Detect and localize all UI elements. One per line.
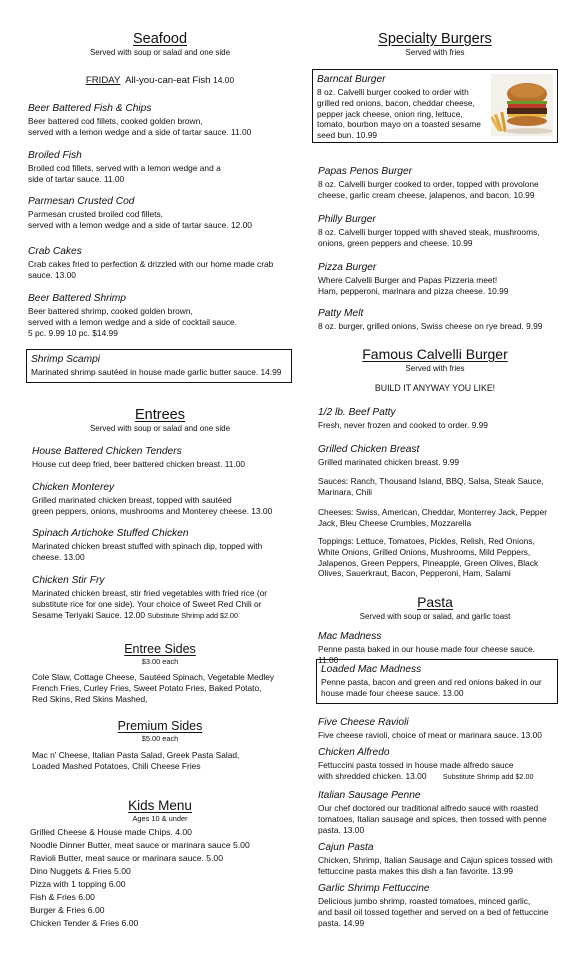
item-desc (318, 760, 556, 782)
seafood-subtitle: Served with soup or salad and one side (89, 48, 231, 57)
kids-item: Grilled Cheese & House made Chips. 4.00 (30, 827, 192, 837)
seafood-item (28, 245, 292, 281)
item-desc: Marinated chicken breast stuffed with spinach dip, topped with cheese. 13.00 (32, 541, 263, 562)
burger-item (318, 261, 556, 297)
friday-special (28, 75, 292, 87)
item-desc: Broiled cod fillets, served with a lemon wedge and a side of tartar sauce. 11.00 (28, 163, 221, 184)
kids-item: Fish & Fries 6.00 (30, 892, 95, 902)
item-desc-text: Marinated chicken breast, stir fried vegetables with fried rice (or substitute rice for one side). Your choice of Sweet Red Chili or Sesame Teriyaki Sauce. 12.00 (32, 588, 268, 620)
item-name: Garlic Shrimp Fettuccine (318, 883, 430, 894)
premium-sides-title: Premium Sides (117, 719, 203, 733)
loaded-mac-box (316, 659, 558, 704)
item-desc: Grilled marinated chicken breast, topped with sautéed green peppers, onions, mushrooms and Monterey cheese. 13.00 (32, 495, 273, 516)
pasta-item (318, 841, 556, 877)
item-desc: Crab cakes fried to perfection & drizzled with our home made crab sauce. 13.00 (28, 259, 274, 280)
pasta-item (318, 746, 556, 782)
item-name: Mac Madness (318, 631, 382, 642)
item-name: Chicken Monterey (32, 482, 115, 493)
substitute-note: Substitute Shrimp add $2.00 (442, 771, 534, 781)
item-name: Shrimp Scampi (31, 354, 101, 365)
barncat-burger-box (312, 69, 558, 143)
shrimp-scampi-box (26, 349, 292, 383)
item-desc: Beer battered cod fillets, cooked golden brown, served with a lemon wedge and a side of tartar sauce. 11.00 (28, 116, 252, 137)
pasta-item (318, 882, 556, 928)
entree-sides-price: $3.00 each (141, 657, 179, 666)
burger-item (318, 307, 556, 332)
famous-burger-title: Famous Calvelli Burger (362, 346, 508, 362)
build-tagline: BUILD IT ANYWAY YOU LIKE! (374, 383, 496, 393)
item-desc: 8 oz. Calvelli burger topped with shaved steak, mushrooms, onions, green peppers and cheese. 10.99 (318, 227, 540, 248)
pasta-item (318, 789, 556, 835)
premium-sides-list: Mac n' Cheese, Italian Pasta Salad, Greek Pasta Salad, Loaded Mashed Potatoes, Chili Cheese Fries (32, 750, 240, 771)
entrees-title: Entrees (135, 407, 185, 423)
item-desc: Five cheese ravioli, choice of meat or marinara sauce. 13.00 (318, 730, 542, 741)
item-desc: Our chef doctored our traditional alfredo sauce with roasted tomatoes, Italian sausage and spices, then tossed with penne pasta. 13.00 (318, 803, 547, 835)
item-desc: Fresh, never frozen and cooked to order. 9.99 (318, 420, 488, 431)
item-name: Chicken Alfredo (318, 747, 390, 758)
substitute-note: Substitute Shrimp add $2.00 (147, 610, 239, 620)
item-name: Spinach Artichoke Stuffed Chicken (32, 528, 189, 539)
entree-item (32, 481, 292, 517)
item-name: House Battered Chicken Tenders (32, 446, 182, 457)
sauces-list: Sauces: Ranch, Thousand Island, BBQ, Salsa, Steak Sauce, Marinara, Chili (318, 476, 544, 497)
kids-title: Kids Menu (128, 798, 192, 813)
seafood-item (28, 195, 292, 231)
item-name: Barncat Burger (317, 74, 386, 85)
entree-item (32, 574, 292, 620)
item-desc: Chicken, Shrimp, Italian Sausage and Cajun spices tossed with fettuccine pasta makes this dish a fan favorite. 13.99 (318, 855, 553, 876)
seafood-item (28, 149, 292, 185)
item-name: Pizza Burger (318, 262, 377, 273)
item-name: Loaded Mac Madness (321, 664, 422, 675)
item-desc: 8 oz. burger, grilled onions, Swiss cheese on rye bread. 9.99 (318, 321, 543, 332)
seafood-item (28, 292, 292, 338)
famous-burger-subtitle: Served with fries (405, 364, 465, 373)
friday-price: 14.00 (213, 75, 235, 85)
item-name: Philly Burger (318, 214, 376, 225)
kids-item: Dino Nuggets & Fries 5.00 (30, 866, 131, 876)
kids-item: Burger & Fries 6.00 (30, 905, 105, 915)
item-desc: Marinated shrimp sautéed in house made garlic butter sauce. 14.99 (31, 367, 282, 378)
item-name: Crab Cakes (28, 246, 82, 257)
kids-item: Chicken Tender & Fries 6.00 (30, 918, 139, 928)
entrees-subtitle: Served with soup or salad and one side (89, 424, 231, 433)
toppings-list: Toppings: Lettuce, Tomatoes, Pickles, Relish, Red Onions, White Onions, Grilled Onions, Mushrooms, Mild Peppers, Jalapenos, Green Peppers, Pineapple, Green Olives, Black Olives, Sauerkraut, Bacon, Pepperoni, Ham, Salami (318, 536, 539, 579)
item-desc: Beer battered shrimp, cooked golden brown, served with a lemon wedge and a side of cocktail sauce. 5 pc. 9.99 10 pc. $14.99 (28, 306, 238, 338)
item-name: Cajun Pasta (318, 842, 374, 853)
burger-item (318, 165, 556, 201)
item-name: Grilled Chicken Breast (318, 444, 420, 455)
pasta-subtitle: Served with soup or salad, and garlic toast (359, 612, 511, 621)
item-desc (32, 588, 292, 620)
item-desc: 8 oz. Calvelli burger cooked to order, topped with provolone cheese, garlic cream cheese, jalapenos, and bacon. 10.99 (318, 179, 539, 200)
entree-sides-list: Cole Slaw, Cottage Cheese, Sautéed Spinach, Vegetable Medley French Fries, Curley Fries, Sweet Potato Fries, Baked Potato, Red Skins, Red Skins Mashed, (32, 672, 275, 704)
entree-sides-title: Entree Sides (124, 642, 196, 656)
burger-item (318, 213, 556, 249)
item-name: 1/2 lb. Beef Patty (318, 407, 396, 418)
item-name: Parmesan Crusted Cod (28, 196, 135, 207)
item-desc: Parmesan crusted broiled cod fillets, served with a lemon wedge and a side of tartar sauce. 12.00 (28, 209, 252, 230)
item-desc: Grilled marinated chicken breast. 9.99 (318, 457, 460, 468)
item-desc: Penne pasta baked in our house made four cheese sauce. 11.00 (318, 644, 535, 665)
kids-item: Noodle Dinner Butter, meat sauce or marinara sauce 5.00 (30, 840, 250, 850)
kids-item: Pizza with 1 topping 6.00 (30, 879, 126, 889)
cheeses-list: Cheeses: Swiss, American, Cheddar, Monterrey Jack, Pepper Jack, Bleu Cheese Crumbles, Mozzarella (318, 507, 548, 528)
kids-item: Ravioli Butter, meat sauce or marinara sauce. 5.00 (30, 853, 223, 863)
item-name: Chicken Stir Fry (32, 575, 105, 586)
item-name: Beer Battered Fish & Chips (28, 103, 152, 114)
burgers-subtitle: Served with fries (405, 48, 465, 57)
item-desc: Penne pasta, bacon and green and red onions baked in our house made four cheese sauce. 13.00 (321, 677, 542, 698)
entree-item (32, 445, 292, 470)
item-name: Papas Penos Burger (318, 166, 413, 177)
seafood-title: Seafood (132, 31, 188, 47)
pasta-item (318, 716, 556, 741)
item-desc-text: Fettuccini pasta tossed in house made alfredo sauce with shredded chicken. 13.00 (318, 760, 514, 781)
item-desc: Where Calvelli Burger and Papas Pizzeria meet! Ham, pepperoni, marinara and pizza cheese. 10.99 (318, 275, 509, 296)
friday-day: FRIDAY (85, 75, 121, 86)
item-name: Patty Melt (318, 308, 364, 319)
item-name: Five Cheese Ravioli (318, 717, 409, 728)
burger-and-fries-photo (491, 74, 553, 136)
kids-subtitle: Ages 10 & under (132, 814, 188, 823)
pasta-title: Pasta (417, 594, 453, 610)
item-name: Broiled Fish (28, 150, 82, 161)
item-name: Beer Battered Shrimp (28, 293, 126, 304)
item-desc: House cut deep fried, beer battered chicken breast. 11.00 (32, 459, 246, 470)
premium-sides-price: $5.00 each (141, 734, 179, 743)
famous-item (318, 406, 556, 431)
famous-item (318, 443, 556, 468)
burgers-title: Specialty Burgers (378, 31, 492, 47)
item-desc: Delicious jumbo shrimp, roasted tomatoes, minced garlic, and basil oil tossed together and served on a bed of fettuccine pasta. 14.99 (318, 896, 549, 928)
item-desc: 8 oz. Calvelli burger cooked to order with grilled red onions, bacon, cheddar cheese, pepper jack cheese, onion ring, lettuce, tomato, bourbon mayo on a toasted sesame seed bun. 10.99 (317, 87, 481, 141)
friday-text: All-you-can-eat Fish (125, 75, 211, 86)
item-name: Italian Sausage Penne (318, 790, 421, 801)
seafood-item (28, 102, 292, 138)
entree-item (32, 527, 292, 563)
